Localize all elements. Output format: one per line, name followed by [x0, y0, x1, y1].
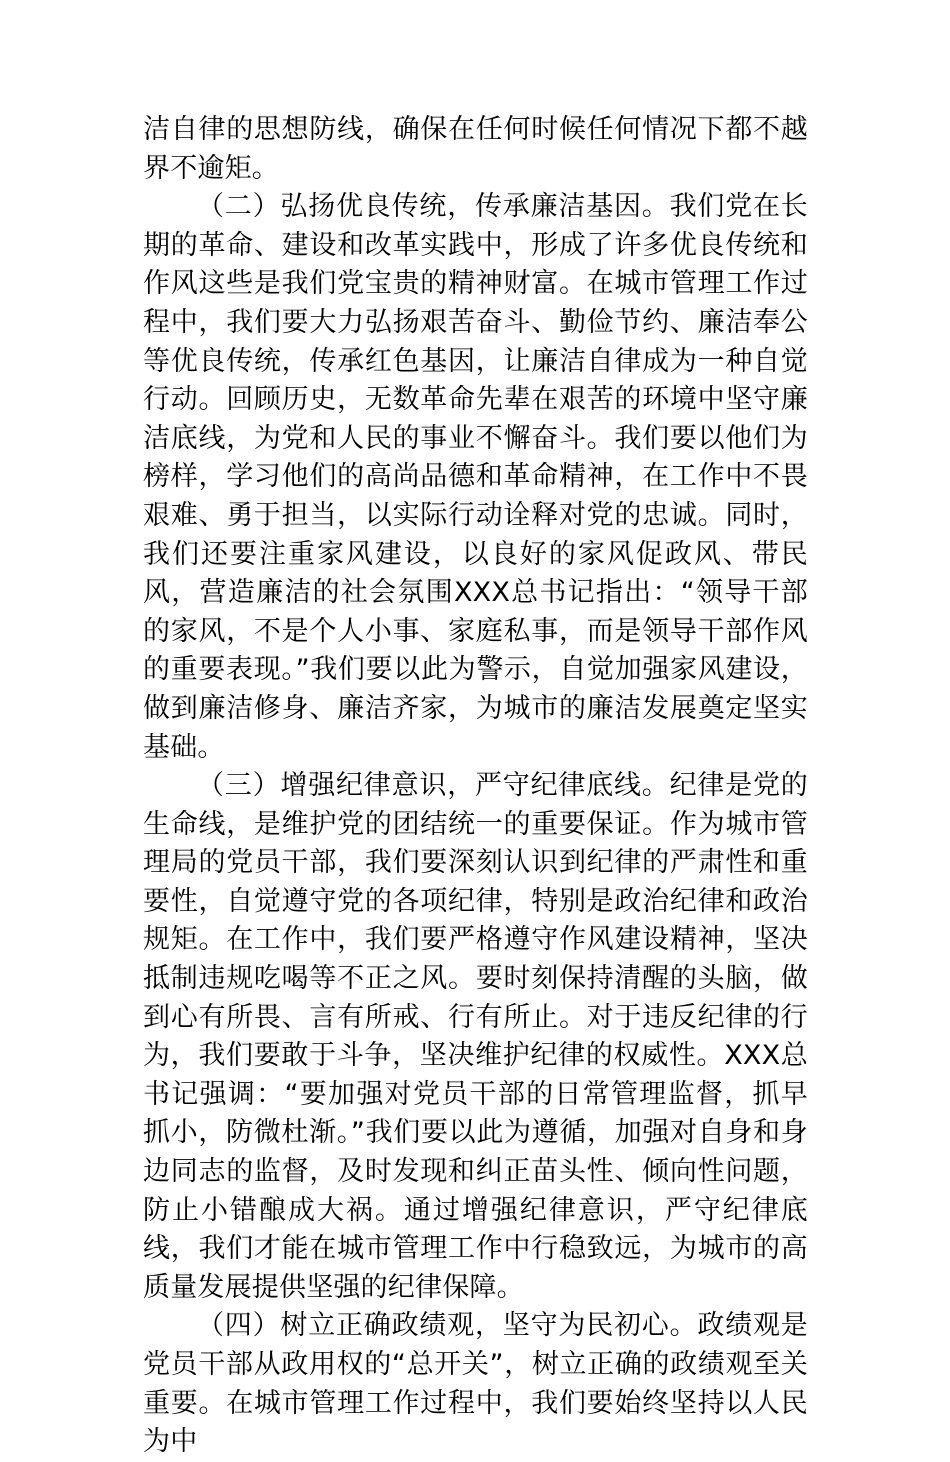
paragraph-section-two: （二）弘扬优良传统，传承廉洁基因。我们党在长期的革命、建设和改革实践中，形成了许多优良传统和作风这些是我们党宝贵的精神财富。在城市管理工作过程中，我们要大力弘扬艰苦奋斗、勤俭节约、廉洁奉公等优良传统，传承红色基因，让廉洁自律成为一种自觉行动。回顾历史，无数革命先辈在艰苦的环境中坚守廉洁底线，为党和人民的事业不懈奋斗。我们要以他们为榜样，学习他们的高尚品德和革命精神，在工作中不畏艰难、勇于担当，以实际行动诠释对党的忠诚。同时，我们还要注重家风建设，以良好的家风促政风、带民风，营造廉洁的社会氛围XXX总书记指出：“领导干部的家风，不是个人小事、家庭私事，而是领导干部作风的重要表现。”我们要以此为警示，自觉加强家风建设，做到廉洁修身、廉洁齐家，为城市的廉洁发展奠定坚实基础。 [143, 191, 808, 763]
paragraph-section-four: （四）树立正确政绩观，坚守为民初心。政绩观是党员干部从政用权的“总开关”，树立正确的政绩观至关重要。在城市管理工作过程中，我们要始终坚持以人民为中 [143, 1310, 808, 1458]
document-page [143, 111, 808, 1462]
paragraph-section-three: （三）增强纪律意识，严守纪律底线。纪律是党的生命线，是维护党的团结统一的重要保证。作为城市管理局的党员干部，我们要深刻认识到纪律的严肃性和重要性，自觉遵守党的各项纪律，特别是政治纪律和政治规矩。在工作中，我们要严格遵守作风建设精神，坚决抵制违规吃喝等不正之风。要时刻保持清醒的头脑，做到心有所畏、言有所戒、行有所止。对于违反纪律的行为，我们要敢于斗争，坚决维护纪律的权威性。XXX总书记强调：“要加强对党员干部的日常管理监督，抓早抓小，防微杜渐。”我们要以此为遵循，加强对自身和身边同志的监督，及时发现和纠正苗头性、倾向性问题，防止小错酿成大祸。通过增强纪律意识，严守纪律底线，我们才能在城市管理工作中行稳致远，为城市的高质量发展提供坚强的纪律保障。 [143, 770, 808, 1303]
paragraph-continuation: 洁自律的思想防线，确保在任何时候任何情况下都不越界不逾矩。 [143, 114, 808, 184]
